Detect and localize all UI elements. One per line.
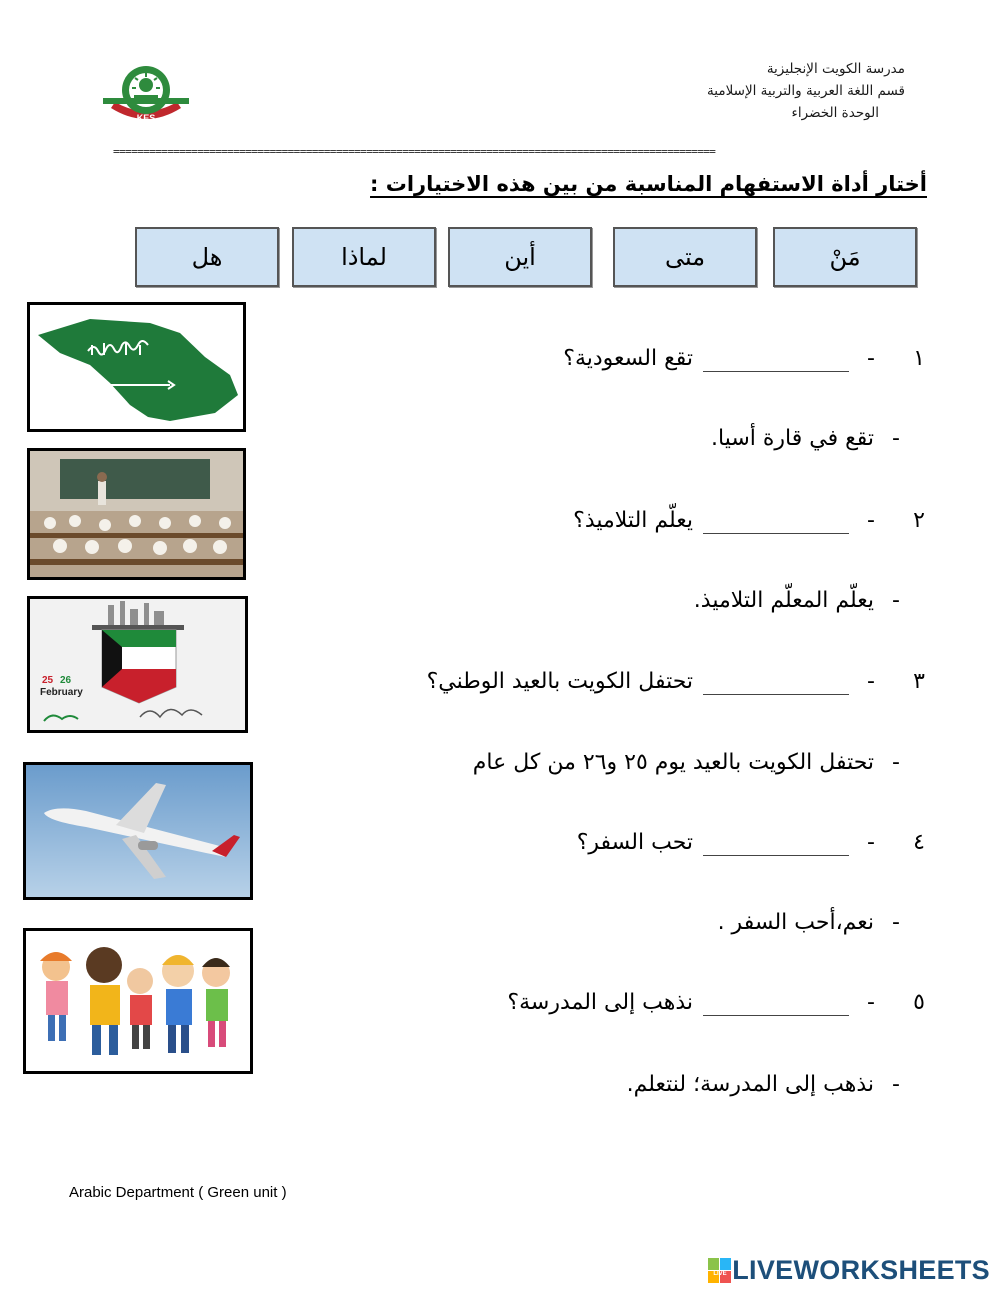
airplane-image — [23, 762, 253, 900]
question-5 — [507, 982, 925, 1022]
question-3 — [427, 661, 925, 701]
logo-text: KES — [136, 113, 156, 123]
question-number: ٤ — [913, 829, 925, 855]
question-number: ٣ — [913, 668, 925, 694]
footer-label: Arabic Department ( Green unit ) — [69, 1184, 287, 1201]
question-number: ٥ — [913, 989, 925, 1015]
classroom-image — [27, 448, 246, 580]
answer-3 — [473, 742, 900, 782]
header-divider: ==================================================================================================== — [113, 145, 716, 158]
department-name: قسم اللغة العربية والتربية الإسلامية — [707, 83, 905, 99]
question-text: يعلّم التلاميذ؟ — [573, 507, 694, 533]
dash: - — [867, 345, 875, 371]
choice-limadha[interactable]: لماذا — [292, 227, 436, 287]
dash: - — [867, 668, 875, 694]
question-4 — [577, 822, 925, 862]
answer-text: تحتفل الكويت بالعيد يوم ٢٥ و٢٦ من كل عام — [472, 749, 875, 775]
question-2 — [573, 500, 925, 540]
school-header — [645, 58, 905, 124]
school-name: مدرسة الكويت الإنجليزية — [766, 61, 905, 77]
brand-mark: LIVE — [713, 1270, 727, 1277]
kuwait-day-2: 26 — [60, 675, 72, 686]
liveworksheets-logo-icon — [708, 1258, 732, 1284]
dash: - — [892, 1071, 900, 1097]
choice-man[interactable]: مَنْ — [773, 227, 917, 287]
brand-text: LIVEWORKSHEETS — [732, 1255, 990, 1285]
choice-mata[interactable]: متى — [613, 227, 757, 287]
answer-text: نعم،أحب السفر . — [717, 909, 875, 935]
answer-4 — [718, 902, 900, 942]
question-number: ٢ — [913, 507, 925, 533]
answer-1 — [711, 418, 900, 458]
answer-blank-2[interactable] — [703, 507, 849, 534]
question-text: تحتفل الكويت بالعيد الوطني؟ — [426, 668, 694, 694]
dash: - — [892, 587, 900, 613]
kuwait-month: February — [40, 687, 83, 698]
question-1 — [563, 338, 925, 378]
instruction-heading: أختار أداة الاستفهام المناسبة من بين هذه الاختيارات : — [370, 172, 927, 196]
question-text: تحب السفر؟ — [576, 829, 694, 855]
choice-ayna[interactable]: أين — [448, 227, 592, 287]
dash: - — [867, 989, 875, 1015]
answer-blank-4[interactable] — [703, 829, 849, 856]
dash: - — [892, 425, 900, 451]
answer-text: تقع في قارة أسيا. — [711, 425, 875, 451]
dash: - — [867, 829, 875, 855]
choice-hal[interactable]: هل — [135, 227, 279, 287]
answer-text: يعلّم المعلّم التلاميذ. — [693, 587, 875, 613]
answer-blank-1[interactable] — [703, 345, 849, 372]
dash: - — [892, 749, 900, 775]
dash: - — [892, 909, 900, 935]
answer-blank-3[interactable] — [703, 668, 849, 695]
answer-5 — [627, 1064, 900, 1104]
question-text: تقع السعودية؟ — [563, 345, 694, 371]
kuwait-day-1: 25 — [42, 675, 54, 686]
dash: - — [867, 507, 875, 533]
question-number: ١ — [913, 345, 925, 371]
answer-text: نذهب إلى المدرسة؛ لنتعلم. — [626, 1071, 875, 1097]
saudi-map-image — [27, 302, 246, 432]
kuwait-national-day-image — [27, 596, 248, 733]
children-walking-image — [23, 928, 253, 1074]
school-logo — [97, 58, 195, 130]
unit-name: الوحدة الخضراء — [791, 105, 879, 121]
question-text: نذهب إلى المدرسة؟ — [507, 989, 694, 1015]
answer-2 — [694, 580, 900, 620]
liveworksheets-brand[interactable] — [708, 1255, 990, 1286]
answer-blank-5[interactable] — [703, 989, 849, 1016]
